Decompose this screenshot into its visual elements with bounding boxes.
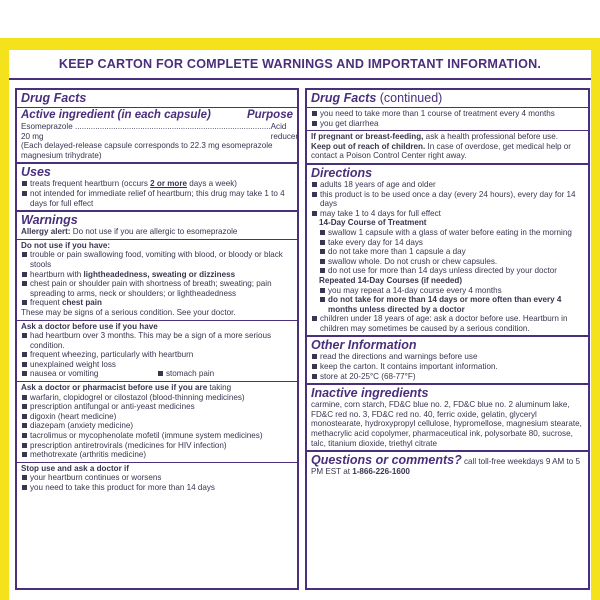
uses-item (21, 179, 293, 189)
item-text: heartburn with (30, 269, 84, 279)
other-information-section (307, 337, 588, 385)
ask-pharmacist-item: prescription antiretrovirals (medicines for HIV infection) (21, 441, 293, 451)
stop-use-item: you need to take this product for more than 14 days (21, 483, 293, 493)
inactive-ingredients-heading: Inactive ingredients (311, 386, 429, 401)
ask-doctor-dual-row (21, 369, 293, 379)
ask-pharmacist-tail: taking (207, 383, 232, 393)
divider (17, 239, 297, 240)
ask-pharmacist-heading (21, 383, 293, 393)
divider (17, 107, 297, 108)
directions-heading: Directions (311, 165, 373, 180)
course-item: take every day for 14 days (319, 238, 584, 248)
pregnancy-warning (311, 132, 584, 142)
purpose-heading: Purpose (246, 109, 293, 121)
course-item: do not take more than 1 capsule a day (319, 247, 584, 257)
other-information-item: read the directions and warnings before use (311, 352, 584, 362)
stop-use-item: your heartburn continues or worsens (21, 473, 293, 483)
children-label: Keep out of reach of children. (311, 141, 426, 151)
active-ingredient-note: (Each delayed-release capsule corresponds to 22.3 mg esomeprazole magnesium trihydrate) (21, 141, 273, 160)
ask-doctor-item: nausea or vomiting (21, 369, 157, 379)
active-ingredient-heading: Active ingredient (in each capsule) (21, 109, 211, 121)
title-text: Drug Facts (311, 91, 377, 105)
inactive-ingredients-text: carmine, corn starch, FD&C blue no. 2, FD&C blue no. 2 aluminum lake, FD&C red no. 3, FD&C red no. 40, ferric oxide, gelatin, glyceryl monostearate, hydroxypropyl cellulose, hypromellose, magnesium stearate, methacrylic acid copolymer, pharmaceutical ink, polysorbate 80, sucrose, talc, titanium dioxide, triethyl citrate (311, 400, 582, 448)
ask-pharmacist-item: diazepam (anxiety medicine) (21, 421, 293, 431)
course-heading: 14-Day Course of Treatment (319, 218, 427, 228)
stop-use-item: you need to take more than 1 course of treatment every 4 months (311, 109, 584, 119)
do-not-use-heading: Do not use if you have: (21, 240, 111, 250)
uses-text: days a week) (187, 179, 237, 189)
ask-pharmacist-item: digoxin (heart medicine) (21, 412, 293, 422)
repeat-item: you may repeat a 14-day course every 4 months (319, 286, 584, 296)
course-item: swallow 1 capsule with a glass of water before eating in the morning (319, 228, 584, 238)
do-not-use-note: These may be signs of a serious condition. See your doctor. (21, 307, 236, 317)
uses-item: not intended for immediate relief of heartburn; this drug may take 1 to 4 days for full effect (21, 189, 293, 208)
item-text: frequent (30, 298, 62, 308)
stop-use-heading: Stop use and ask a doctor if (21, 463, 129, 473)
allergy-text: Do not use if you are allergic to esomeprazole (70, 227, 238, 237)
item-emphasis: chest pain (61, 298, 102, 308)
ask-doctor-item: stomach pain (157, 369, 293, 379)
inactive-ingredients-section (307, 385, 588, 452)
allergy-label: Allergy alert: (21, 227, 71, 237)
directions-item: this product is to be used once a day (every 24 hours), every day for 14 days (311, 190, 584, 209)
children-text: In case of overdose, get medical help or contact a Poison Control Center right away. (311, 141, 572, 161)
carton-edge-right (591, 38, 600, 600)
repeat-item: do not take for more than 14 days or more often than every 4 months unless directed by a doctor (319, 295, 584, 314)
course-item: do not use for more than 14 days unless directed by your doctor (319, 266, 584, 276)
uses-section (17, 164, 297, 212)
ask-doctor-heading: Ask a doctor before use if you have (21, 321, 158, 331)
directions-item: may take 1 to 4 days for full effect (311, 209, 584, 219)
do-not-use-item (21, 298, 293, 308)
active-ingredient-name: Esomeprazole 20 mg (21, 122, 73, 141)
children-warning (311, 142, 584, 161)
allergy-alert (21, 227, 293, 237)
other-information-heading: Other Information (311, 338, 417, 353)
directions-item: adults 18 years of age and older (311, 180, 584, 190)
ask-doctor-item: frequent wheezing, particularly with heartburn (21, 350, 293, 360)
ask-pharmacist-item: warfarin, clopidogrel or cilostazol (blood-thinning medicines) (21, 393, 293, 403)
do-not-use-item: trouble or pain swallowing food, vomiting with blood, or bloody or black stools (21, 250, 293, 269)
continued-section (307, 90, 588, 165)
keep-carton-banner: KEEP CARTON FOR COMPLETE WARNINGS AND IMPORTANT INFORMATION. (9, 50, 591, 78)
active-ingredient-header (21, 109, 293, 122)
uses-emphasis: 2 or more (150, 179, 188, 189)
pregnancy-label: If pregnant or breast-feeding, (311, 132, 424, 142)
drug-facts-right-column (305, 88, 590, 590)
other-information-item: keep the carton. It contains important information. (311, 362, 584, 372)
ask-pharmacist-item: tacrolimus or mycophenolate mofetil (immune system medicines) (21, 431, 293, 441)
active-ingredient-purpose: Acid reducer (270, 122, 299, 141)
divider (17, 462, 297, 463)
directions-item: children under 18 years of age: ask a doctor before use. Heartburn in children may sometimes be caused by a serious condition. (311, 314, 584, 333)
phone-number: 1-866-226-1600 (352, 467, 410, 477)
ask-doctor-item: had heartburn over 3 months. This may be a sign of a more serious condition. (21, 331, 293, 350)
drug-facts-left-column (15, 88, 299, 590)
divider (307, 130, 588, 131)
ask-pharmacist-item: prescription antifungal or anti-yeast medicines (21, 402, 293, 412)
other-information-item: store at 20-25°C (68-77°F) (311, 372, 584, 382)
drug-facts-panel (9, 78, 591, 594)
questions-heading: Questions or comments? (311, 453, 462, 468)
repeat-heading: Repeated 14-Day Courses (if needed) (319, 275, 463, 285)
course-item: swallow whole. Do not crush or chew capsules. (319, 257, 584, 267)
warnings-section (17, 212, 297, 494)
active-ingredient-section (17, 90, 297, 164)
warnings-heading: Warnings (21, 213, 78, 228)
drug-facts-continued-title (311, 91, 584, 105)
questions-section (307, 452, 588, 479)
uses-text: treats frequent heartburn (occurs (30, 179, 151, 189)
divider (17, 381, 297, 382)
ask-pharmacist-item: methotrexate (arthritis medicine) (21, 450, 293, 460)
ask-doctor-item: unexplained weight loss (21, 360, 293, 370)
stop-use-item: you get diarrhea (311, 119, 584, 129)
active-ingredient-line (21, 122, 299, 141)
carton-edge-top (0, 38, 600, 50)
drug-facts-title: Drug Facts (21, 91, 87, 105)
do-not-use-item (21, 270, 293, 280)
dot-leader: ....................................................................................... (72, 122, 271, 131)
carton-edge-left (0, 38, 9, 600)
do-not-use-item: chest pain or shoulder pain with shortness of breath; sweating; pain spreading to arms, neck or shoulders; or lightheadedness (21, 279, 293, 298)
ask-pharmacist-label: Ask a doctor or pharmacist before use if you are (21, 383, 208, 393)
item-emphasis: lightheadedness, sweating or dizziness (83, 269, 236, 279)
questions-text: call toll-free weekdays 9 AM to 5 PM EST at (311, 457, 581, 477)
pregnancy-text: ask a health professional before use. (423, 132, 558, 142)
divider (17, 320, 297, 321)
directions-section (307, 165, 588, 338)
title-continued: (continued) (376, 91, 443, 105)
uses-heading: Uses (21, 165, 51, 180)
divider (307, 107, 588, 108)
questions-line (311, 453, 584, 477)
